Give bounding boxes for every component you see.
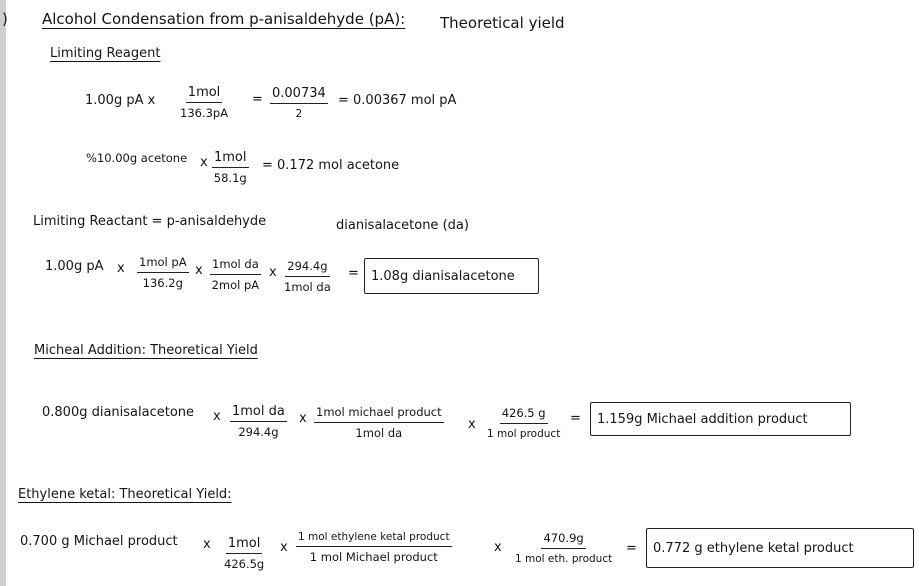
fraction-denominator: 58.1g	[213, 171, 247, 185]
fraction-numerator: 1mol pA	[137, 257, 189, 273]
calc-times-1: x	[213, 409, 221, 424]
fraction-numerator: 294.4g	[285, 261, 329, 277]
calc-equals: =	[570, 411, 581, 426]
section-title: Ethylene ketal: Theoretical Yield:	[18, 487, 232, 502]
fraction-numerator: 1mol	[226, 537, 263, 554]
calc1-lhs: 1.00g pA x	[85, 93, 156, 108]
product-name: dianisalacetone (da)	[336, 218, 469, 233]
calc-fraction-3	[515, 533, 612, 564]
answer-box-ethylene-ketal	[646, 528, 914, 568]
answer-box-dianisalacetone	[364, 258, 539, 294]
calc-fraction-1	[224, 537, 264, 571]
calc-times-2: x	[280, 540, 288, 555]
fraction-denominator: 294.4g	[238, 425, 279, 439]
calc2-fraction	[212, 151, 249, 185]
section-title: Micheal Addition: Theoretical Yield	[34, 343, 258, 358]
fraction-denominator: 1 mol product	[487, 427, 561, 440]
limiting-reagent-heading: Limiting Reagent	[50, 46, 161, 61]
calc3-fraction-3	[284, 261, 331, 293]
calc1-division	[270, 87, 328, 120]
fraction-denominator: 426.5g	[224, 557, 265, 571]
calc-fraction-3	[487, 408, 560, 439]
fraction-numerator: 1 mol ethylene ketal product	[296, 532, 452, 547]
fraction-numerator: 1mol da	[210, 259, 261, 275]
answer-value: 1.159g Michael addition product	[597, 411, 808, 427]
section-title: Alcohol Condensation from p-anisaldehyde (pA):	[42, 10, 406, 28]
calc-fraction-2	[314, 407, 444, 439]
fraction-numerator: 470.9g	[541, 533, 585, 549]
calc-lhs: 0.700 g Michael product	[20, 534, 178, 549]
section-title-right: Theoretical yield	[440, 14, 565, 32]
fraction-denominator: 2mol pA	[211, 277, 260, 292]
calc-times-2: x	[299, 411, 307, 426]
answer-value: 1.08g dianisalacetone	[371, 268, 515, 284]
calc2-times: x	[200, 155, 208, 170]
calc2-lhs: %10.00g acetone	[86, 151, 188, 165]
fraction-denominator: 1 mol eth. product	[515, 552, 613, 565]
calc3-times-1: x	[117, 261, 125, 276]
calc1-equals: =	[252, 92, 263, 107]
problem-marker: )	[2, 10, 8, 28]
calc3-fraction-2	[210, 259, 261, 291]
limiting-reactant-label: Limiting Reactant = p-anisaldehyde	[33, 214, 267, 229]
calc3-equals: =	[348, 266, 359, 281]
calc-equals: =	[626, 541, 637, 556]
fraction-denominator: 2	[295, 108, 303, 120]
calc3-fraction-1	[137, 257, 189, 289]
fraction-numerator: 1mol da	[230, 405, 287, 422]
calc3-times-3: x	[269, 265, 277, 280]
answer-box-michael-addition	[590, 402, 851, 436]
calc-lhs: 0.800g dianisalacetone	[42, 405, 195, 420]
fraction-denominator: 1 mol Michael product	[309, 549, 438, 564]
fraction-denominator: 1mol da	[284, 279, 331, 294]
fraction-denominator: 136.2g	[142, 275, 183, 290]
fraction-numerator: 1mol	[186, 86, 223, 103]
calc-times-3: x	[468, 417, 476, 432]
fraction-numerator: 426.5 g	[500, 408, 548, 424]
calc-times-3: x	[494, 540, 502, 555]
calc-times-1: x	[203, 537, 211, 552]
calc1-result: = 0.00367 mol pA	[338, 93, 457, 108]
calc2-result: = 0.172 mol acetone	[262, 158, 400, 173]
fraction-denominator: 136.3pA	[180, 106, 229, 120]
page-edge-shadow	[0, 0, 6, 586]
calc-fraction-1	[230, 405, 287, 439]
calc3-lhs: 1.00g pA	[45, 259, 104, 274]
fraction-numerator: 0.00734	[270, 87, 328, 104]
calc3-times-2: x	[195, 263, 203, 278]
calc-fraction-2	[296, 532, 452, 563]
answer-value: 0.772 g ethylene ketal product	[653, 540, 854, 556]
fraction-numerator: 1mol	[212, 151, 249, 168]
fraction-numerator: 1mol michael product	[314, 407, 444, 423]
calc1-fraction	[180, 86, 228, 120]
fraction-denominator: 1mol da	[355, 425, 403, 440]
